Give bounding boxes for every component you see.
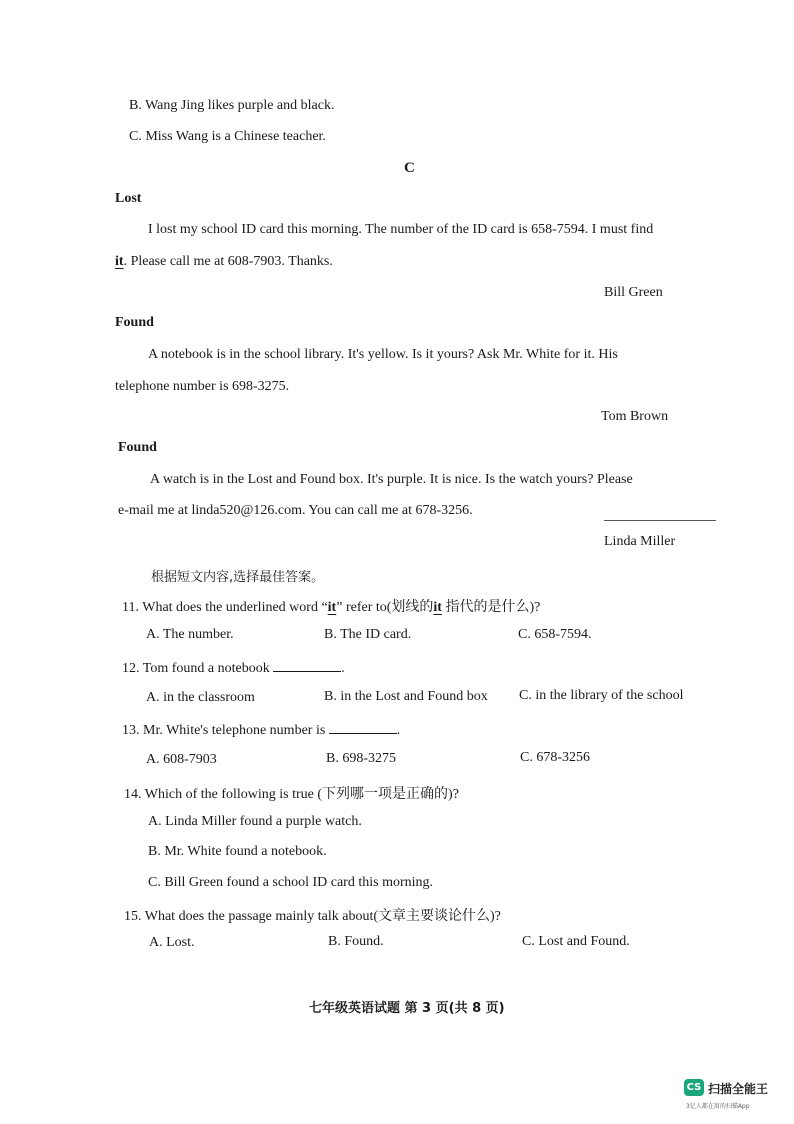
instruction: 根据短文内容,选择最佳答案。: [151, 570, 325, 585]
q12-option-b: B. in the Lost and Found box: [324, 689, 488, 704]
notice-found2-line1: A watch is in the Lost and Found box. It's purple. It is nice. Is the watch yours? Please: [150, 472, 633, 487]
q15-option-c: C. Lost and Found.: [522, 934, 630, 949]
q13-option-c: C. 678-3256: [520, 750, 590, 765]
q13-text: 13. Mr. White's telephone number is: [122, 723, 326, 738]
question-12: [122, 659, 345, 677]
q12-option-c: C. in the library of the school: [519, 688, 684, 703]
notice-heading-found-1: Found: [115, 315, 154, 330]
q11-text-post: 指代的是什么)?: [441, 600, 541, 615]
notice-heading-lost: Lost: [115, 191, 142, 206]
q13-end: .: [396, 723, 401, 738]
q11-option-b: B. The ID card.: [324, 627, 412, 642]
watermark-subtitle: 3亿人都在用的扫描App: [686, 1103, 750, 1110]
watermark-title: 扫描全能王: [708, 1082, 769, 1096]
q15-option-a: A. Lost.: [149, 935, 195, 950]
question-14: 14. Which of the following is true (下列哪一项是正确的)?: [124, 787, 459, 802]
signature-linda-miller: Linda Miller: [604, 534, 676, 549]
q13-option-b: B. 698-3275: [326, 751, 396, 766]
notice-heading-found-2: Found: [118, 440, 157, 455]
q11-text-mid: ” refer to(划线的: [336, 600, 434, 615]
q12-text: 12. Tom found a notebook: [122, 661, 270, 676]
q11-option-a: A. The number.: [146, 627, 234, 642]
notice-lost-line2-rest: . Please call me at 608-7903. Thanks.: [123, 254, 333, 269]
q11-it2: it: [433, 600, 442, 615]
notice-found1-line1: A notebook is in the school library. It's yellow. Is it yours? Ask Mr. White for it. His: [148, 347, 618, 362]
q11-text-pre: 11. What does the underlined word “: [122, 600, 328, 615]
q14-option-b: B. Mr. White found a notebook.: [148, 844, 327, 859]
question-13: [122, 721, 400, 739]
notice-found2-line2: e-mail me at linda520@126.com. You can call me at 678-3256.: [118, 503, 473, 518]
signature-bill-green: Bill Green: [604, 285, 663, 300]
signature-line: [604, 520, 716, 521]
signature-tom-brown: Tom Brown: [601, 409, 669, 424]
notice-lost-line1: I lost my school ID card this morning. The number of the ID card is 658-7594. I must find: [148, 222, 654, 237]
answer-blank: [329, 721, 397, 734]
question-11: [122, 596, 540, 616]
answer-blank: [273, 659, 341, 672]
q11-option-c: C. 658-7594.: [518, 627, 592, 642]
page-footer: 七年级英语试题 第 3 页(共 8 页): [309, 1001, 505, 1016]
prev-option-b: B. Wang Jing likes purple and black.: [129, 98, 335, 113]
notice-lost-line2: [115, 254, 333, 270]
camscanner-logo-icon: CS: [684, 1079, 704, 1096]
prev-option-c: C. Miss Wang is a Chinese teacher.: [129, 129, 326, 144]
q11-it: it: [327, 600, 337, 615]
q14-option-a: A. Linda Miller found a purple watch.: [148, 814, 362, 829]
section-letter: C: [404, 160, 415, 176]
q15-option-b: B. Found.: [328, 934, 384, 949]
q12-option-a: A. in the classroom: [146, 690, 255, 705]
q14-option-c: C. Bill Green found a school ID card this morning.: [148, 875, 434, 890]
underlined-it: it: [115, 254, 124, 269]
notice-found1-line2: telephone number is 698-3275.: [115, 379, 290, 394]
q13-option-a: A. 608-7903: [146, 752, 217, 767]
question-15: 15. What does the passage mainly talk about(文章主要谈论什么)?: [124, 909, 501, 924]
q12-end: .: [341, 661, 345, 676]
